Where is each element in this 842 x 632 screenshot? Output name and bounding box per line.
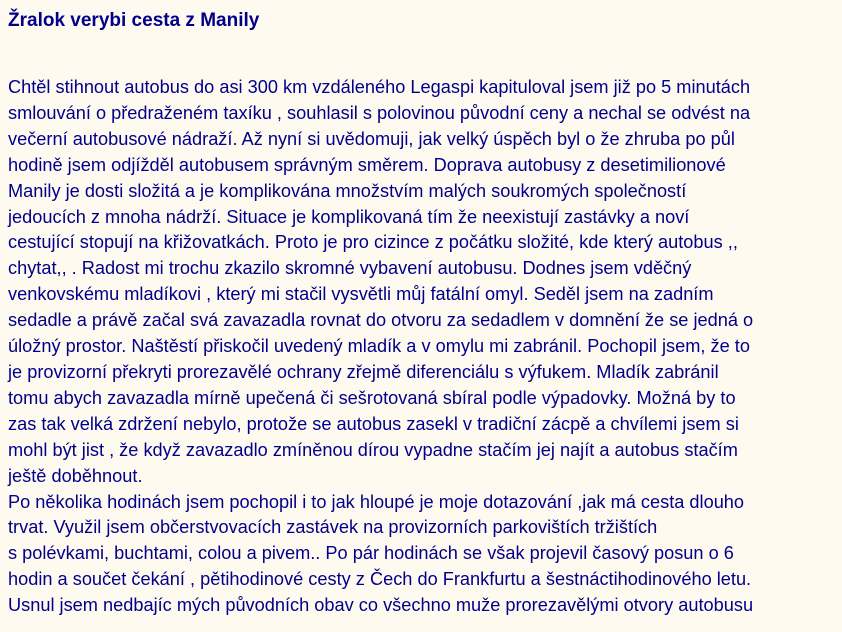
article-line: Usnul jsem nedbajíc mých původních obav co všechno muže prorezavělými otvory autobusu xyxy=(8,595,754,616)
article-line: chytat,, . Radost mi trochu zkazilo skromné vybavení autobusu. Dodnes jsem vděčný xyxy=(8,258,692,279)
article-line: smlouvání o předraženém taxíku , souhlasil s polovinou původní ceny a nechal se odvést na xyxy=(8,102,751,123)
article-line: cestující stopují na křižovatkách. Proto je pro cizince z počátku složité, kde který autobus ,, xyxy=(8,232,738,253)
article-line: ještě doběhnout. xyxy=(8,465,143,486)
article-line: sedadle a právě začal svá zavazadla rovnat do otvoru za sedadlem v domnění že se jedná o xyxy=(8,310,754,331)
article-line: večerní autobusové nádraží. Až nyní si uvědomuji, jak velký úspěch byl o že zhruba po půl xyxy=(8,128,735,149)
article-line: tomu abych zavazadla mírně upečená či sešrotovaná sbíral podle výpadovky. Možná by to xyxy=(8,387,736,408)
article-line: trvat. Využil jsem občerstvovacích zastávek na provizorních parkovištích tržištích xyxy=(8,517,658,538)
article-line: hodině jsem odjížděl autobusem správným směrem. Doprava autobusy z desetimilionové xyxy=(8,154,726,175)
article-line: zas tak velká zdržení nebylo, protože se autobus zasekl v tradiční zácpě a chvílemi jsem si xyxy=(8,413,739,434)
article-line: Po několika hodinách jsem pochopil i to jak hloupé je moje dotazování ,jak má cesta dlouho xyxy=(8,491,745,512)
article-title: Žralok verybi cesta z Manily xyxy=(8,10,260,31)
article-line: hodin a součet čekání , pětihodinové cesty z Čech do Frankfurtu a šestnáctihodinového letu. xyxy=(8,569,752,590)
article-line: Manily je dosti složitá a je komplikována množstvím malých soukromých společností xyxy=(8,180,687,201)
article-line: úložný prostor. Naštěstí přiskočil uvedený mladík a v omylu mi zabránil. Pochopil jsem, že to xyxy=(8,336,750,357)
article-line: je provizorní překryti prorezavělé ochrany zřejmě diferenciálu s výfukem. Mladík zabránil xyxy=(8,361,719,382)
article-line: venkovskému mladíkovi , který mi stačil vysvětli můj fatální omyl. Seděl jsem na zadním xyxy=(8,284,714,305)
article-line: Chtěl stihnout autobus do asi 300 km vzdáleného Legaspi kapituloval jsem již po 5 minutách xyxy=(8,77,751,97)
article-body xyxy=(8,75,834,619)
article-line: jedoucích z mnoha nádrží. Situace je komplikovaná tím že neexistují zastávky a noví xyxy=(8,206,690,227)
article-line: mohl být jist , že když zavazadlo zmíněnou dírou vypadne stačím jej najít a autobus stačím xyxy=(8,439,738,460)
article-line: s polévkami, buchtami, colou a pivem.. Po pár hodinách se však projevil časový posun o 6 xyxy=(8,543,734,564)
